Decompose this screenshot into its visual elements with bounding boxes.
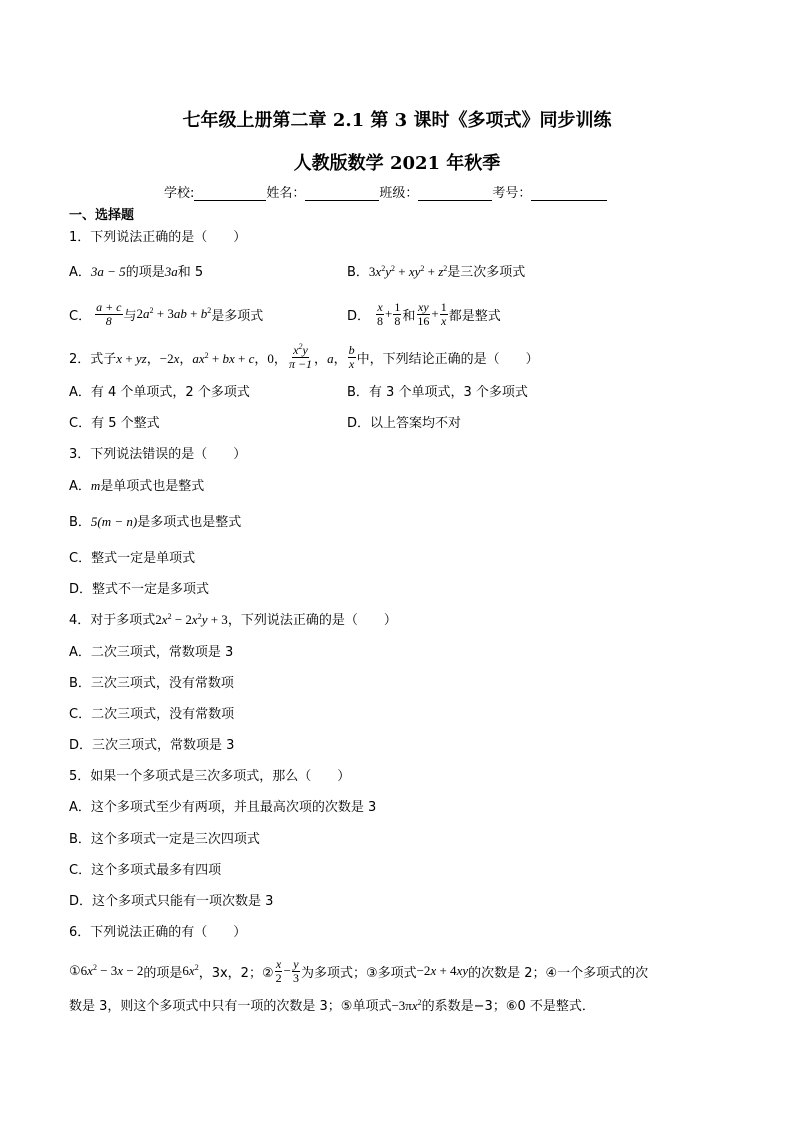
question-4-option-b: B．三次三项式，没有常数项 xyxy=(69,676,234,691)
class-blank[interactable] xyxy=(418,186,492,201)
document-title: 七年级上册第二章 2.1 第 3 课时《多项式》同步训练 xyxy=(182,110,612,131)
school-blank[interactable] xyxy=(194,186,266,201)
question-3-option-b: B．5(m − n)是多项式也是整式 xyxy=(69,514,242,530)
exam-no-label: 考号： xyxy=(492,186,532,201)
question-6-stem: 6．下列说法正确的有（ ） xyxy=(69,925,247,940)
question-5-option-c: C．这个多项式最多有四项 xyxy=(69,863,222,878)
question-3-option-c: C．整式一定是单项式 xyxy=(69,551,196,566)
question-4-option-d: D．三次三项式，常数项是 3 xyxy=(69,738,235,753)
question-3-option-d: D．整式不一定是多项式 xyxy=(69,582,210,597)
name-blank[interactable] xyxy=(305,186,379,201)
exam-no-blank[interactable] xyxy=(531,186,607,201)
question-5-option-a: A．这个多项式至少有两项，并且最高次项的次数是 3 xyxy=(69,800,377,815)
question-2-option-b: B．有 3 个单项式，3 个多项式 xyxy=(347,385,528,400)
question-3-option-a: A．m是单项式也是整式 xyxy=(69,478,205,494)
question-2-stem: 2．式子 x + yz，−2x，$ax^2$ + bx + c，0， $\frac{x^2y}{\pi -1}$ ，a， $\frac{b}{x}$ 中，下列结论正确的是（ ） xyxy=(69,341,539,371)
question-4-option-c: C．二次三项式，没有常数项 xyxy=(69,707,235,722)
name-label: 姓名： xyxy=(266,186,306,201)
question-6-statements-line-2: 数是 3，则这个多项式中只有一项的次数是 3；⑤单项式$-3\pi x^2$的系数是−3；⑥0 不是整式． xyxy=(69,998,595,1014)
section-heading: 一、选择题 xyxy=(69,208,135,223)
question-2-option-d: D．以上答案均不对 xyxy=(347,416,462,431)
document-subtitle: 人教版数学 2021 年秋季 xyxy=(293,153,501,174)
question-1-option-a: A．3a − 5的项是3a和 5 xyxy=(69,264,204,280)
question-2-option-a: A．有 4 个单项式，2 个多项式 xyxy=(69,385,250,400)
question-3-stem: 3．下列说法错误的是（ ） xyxy=(69,447,247,462)
class-label: 班级： xyxy=(379,186,419,201)
question-2-option-c: C．有 5 个整式 xyxy=(69,416,160,431)
student-info-line xyxy=(164,182,607,201)
question-5-stem: 5．如果一个多项式是三次多项式，那么（ ） xyxy=(69,769,351,784)
question-1-stem: 1．下列说法正确的是（ ） xyxy=(69,230,247,245)
question-1-option-c: C． $\frac{a + c}{8}$ 与 $2a^2 + 3ab + b^2$ 是多项式 xyxy=(69,299,264,328)
school-label: 学校: xyxy=(164,186,195,201)
question-1-option-b: B．$3x^2y^2 + xy^2 + z^2$是三次多项式 xyxy=(347,264,526,280)
question-4-stem: 4．对于多项式$2x^2 - 2x^2y + 3$，下列说法正确的是（ ） xyxy=(69,612,397,628)
question-5-option-d: D．这个多项式只能有一项次数是 3 xyxy=(69,894,274,909)
question-1-option-d: D． $\frac{x}{8}$ + $\frac{1}{8}$ 和 $\frac{xy}{16}$ + $\frac{1}{x}$ 都是整式 xyxy=(347,299,501,328)
question-4-option-a: A．二次三项式，常数项是 3 xyxy=(69,645,234,660)
question-6-statements-line-1: ① $6x^2 - 3x - 2$ 的项是 $6x^2$ ，3x，2；② $\frac{x}{2}$ − $\frac{y}{3}$ 为多项式；③多项式 −2x + 4xy 的次数是 2；④一个多项式的次 xyxy=(69,956,649,985)
question-5-option-b: B．这个多项式一定是三次四项式 xyxy=(69,832,260,847)
